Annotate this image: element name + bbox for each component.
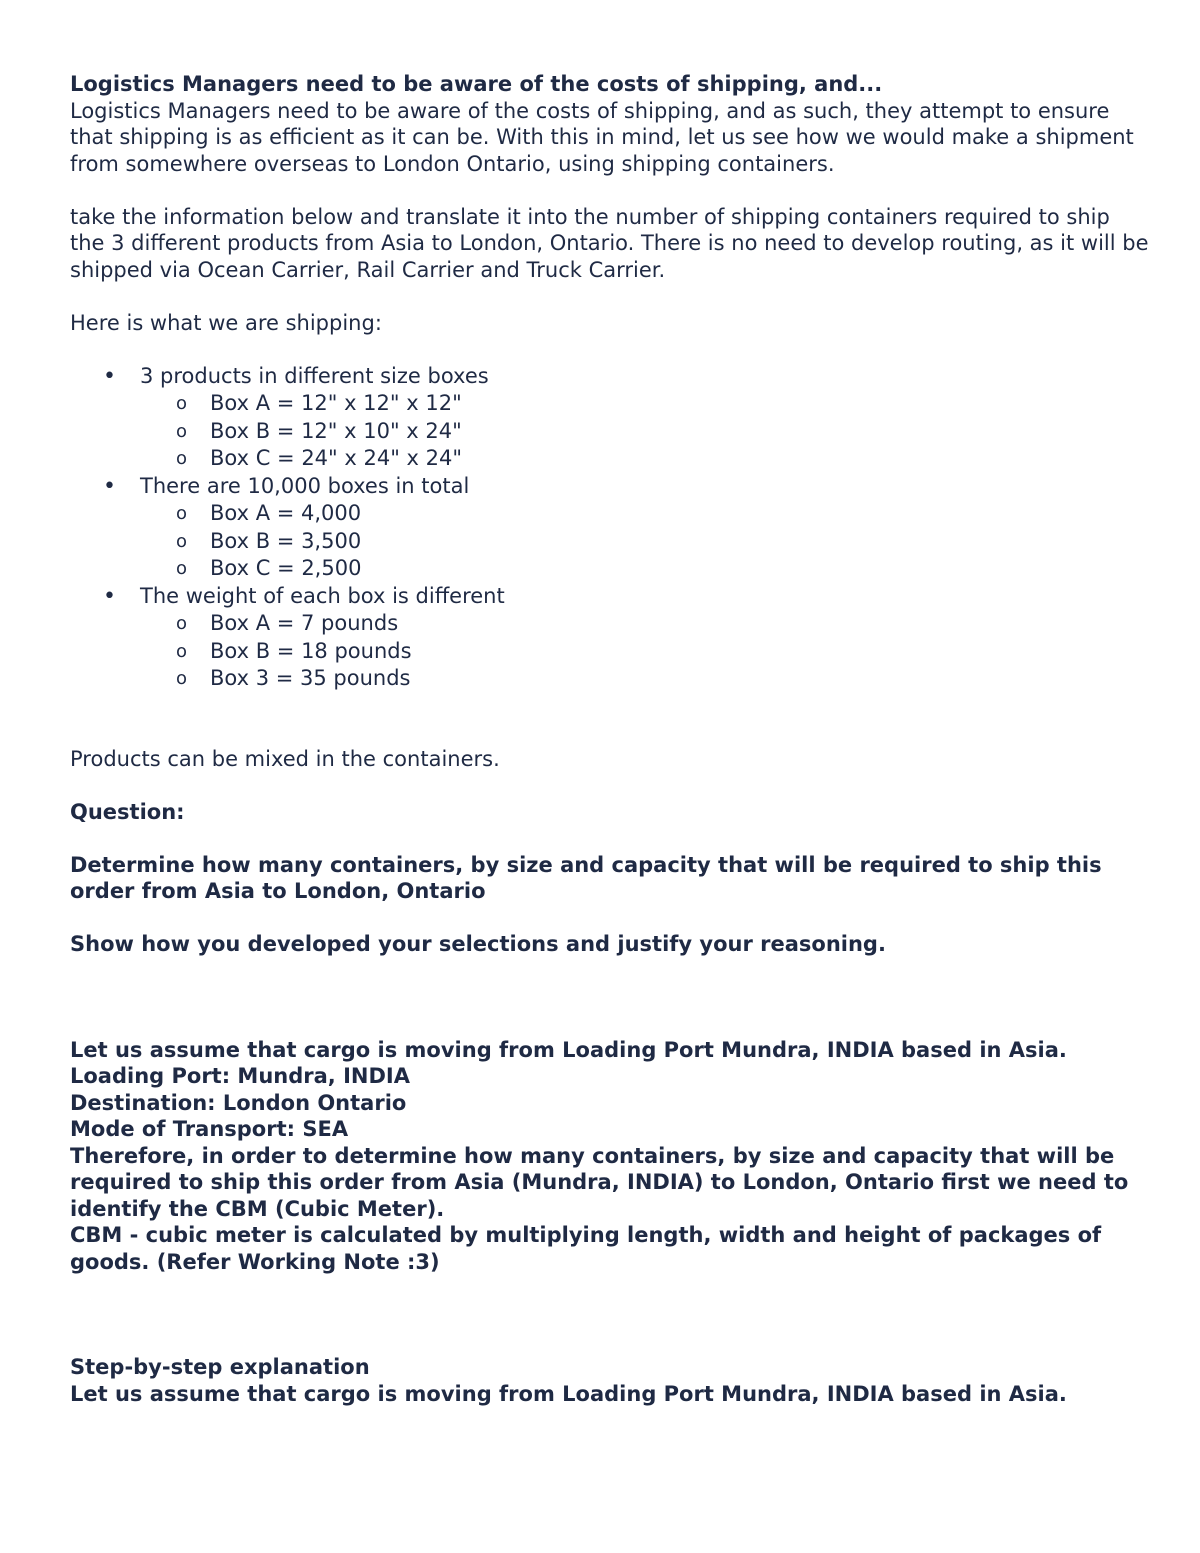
sub-list [140, 390, 1150, 473]
sub-list-item-text: Box A = 7 pounds [210, 611, 399, 635]
sub-bullet-icon: o [176, 558, 188, 579]
sub-list-item [140, 555, 1150, 583]
task-paragraph: take the information below and translate it into the number of shipping containers required to ship the 3 different products from Asia to London, Ontario. There is no need to develop routing, as it will be shipped via Ocean Carrier, Rail Carrier and Truck Carrier. [70, 204, 1149, 282]
sub-bullet-icon: o [176, 640, 188, 662]
sub-list-item-text: Box C = 24" x 24" x 24" [210, 446, 463, 470]
sub-list [140, 610, 1150, 693]
answer-destination: Destination: London Ontario [70, 1090, 407, 1115]
sub-list-item [140, 500, 1150, 528]
spacer [70, 177, 1150, 204]
intro-paragraph: Logistics Managers need to be aware of the costs of shipping, and as such, they attempt to ensure that shipping is as efficient as it can be. With this in mind, let us see how we would make a shipment from somewhere overseas to London Ontario, using shipping containers. [70, 98, 1134, 176]
sub-list-item-text: Box B = 3,500 [210, 528, 362, 553]
spacer [70, 958, 1150, 1037]
bullet-icon: • [103, 363, 116, 389]
sub-list-item [140, 445, 1150, 473]
sub-bullet-icon: o [176, 420, 188, 442]
sub-bullet-icon: o [176, 448, 188, 469]
show-work-text: Show how you developed your selections and justify your reasoning. [70, 932, 886, 956]
sub-bullet-icon: o [176, 530, 188, 552]
question-text: Determine how many containers, by size and capacity that will be required to ship this order from Asia to London, Ontario [70, 852, 1102, 903]
answer-loading-port: Loading Port: Mundra, INDIA [70, 1064, 410, 1088]
list-item [70, 583, 1150, 693]
list-item [70, 473, 1150, 583]
spacer [70, 283, 1150, 310]
sub-list-item-text: Box C = 2,500 [210, 556, 362, 580]
shipment-list [70, 363, 1150, 693]
sub-list-item [140, 528, 1150, 556]
sub-list-item [140, 390, 1150, 418]
step-text: Let us assume that cargo is moving from Loading Port Mundra, INDIA based in Asia. [70, 1381, 1067, 1406]
sub-bullet-icon: o [176, 503, 188, 524]
spacer [70, 772, 1150, 799]
spacer [70, 825, 1150, 852]
sub-bullet-icon: o [176, 668, 188, 689]
spacer [70, 693, 1150, 746]
sub-list [140, 500, 1150, 583]
spacer [70, 336, 1150, 363]
sub-list-item-text: Box A = 12" x 12" x 12" [210, 391, 462, 415]
sub-bullet-icon: o [176, 393, 188, 414]
sub-bullet-icon: o [176, 613, 188, 634]
sub-list-item-text: Box B = 18 pounds [210, 638, 412, 663]
sub-list-item [140, 638, 1150, 666]
list-item-text: The weight of each box is different [140, 583, 505, 608]
document-title: Logistics Managers need to be aware of the costs of shipping, and... [70, 72, 883, 96]
sub-list-item [140, 418, 1150, 446]
list-item-text: 3 products in different size boxes [140, 363, 489, 388]
shipping-lead: Here is what we are shipping: [70, 310, 382, 335]
document-body [70, 71, 1150, 1407]
sub-list-item-text: Box A = 4,000 [210, 501, 362, 525]
bullet-icon: • [103, 583, 116, 609]
bullet-icon: • [103, 473, 116, 499]
spacer [70, 905, 1150, 932]
spacer [70, 1275, 1150, 1354]
step-heading: Step-by-step explanation [70, 1355, 370, 1379]
sub-list-item-text: Box 3 = 35 pounds [210, 666, 411, 690]
answer-therefore: Therefore, in order to determine how many containers, by size and capacity that will be required to ship this order from Asia (Mundra, INDIA) to London, Ontario first we need to identify the CBM (Cubic Meter). [70, 1143, 1129, 1221]
sub-list-item-text: Box B = 12" x 10" x 24" [210, 418, 462, 443]
list-item [70, 363, 1150, 473]
mixed-note: Products can be mixed in the containers. [70, 746, 500, 771]
sub-list-item [140, 610, 1150, 638]
list-item-text: There are 10,000 boxes in total [140, 473, 470, 498]
answer-mode: Mode of Transport: SEA [70, 1117, 349, 1141]
question-label: Question: [70, 799, 185, 824]
answer-assume: Let us assume that cargo is moving from Loading Port Mundra, INDIA based in Asia. [70, 1037, 1067, 1062]
answer-cbm: CBM - cubic meter is calculated by multiplying length, width and height of packages of goods. (Refer Working Note :3) [70, 1223, 1102, 1274]
sub-list-item [140, 665, 1150, 693]
